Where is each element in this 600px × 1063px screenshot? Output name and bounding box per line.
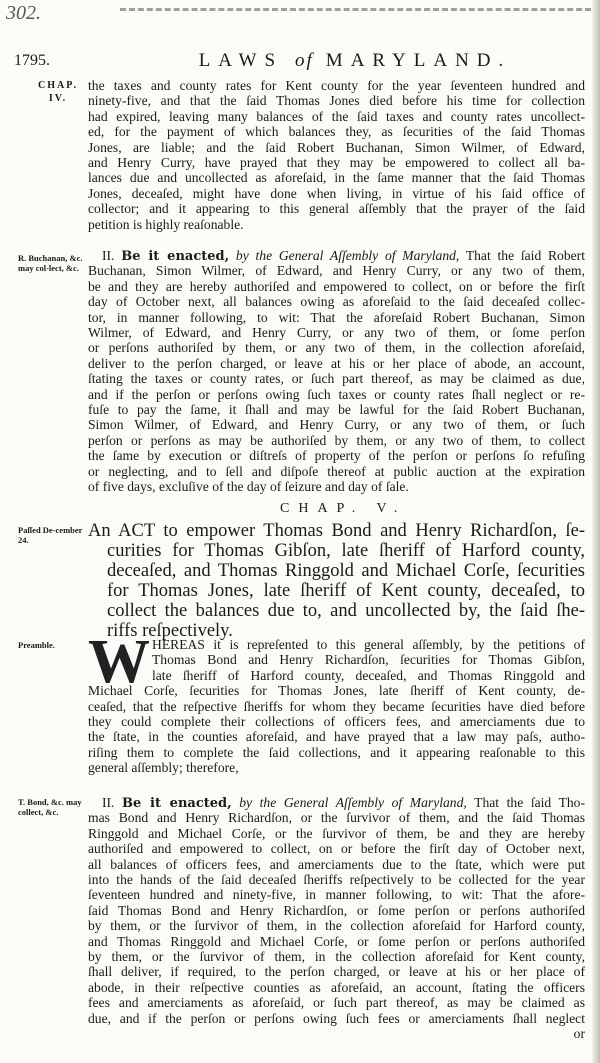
- text-line: Jones, deceaſed, might have done when living, in virtue of his ſaid office of: [88, 185, 585, 201]
- section-number: II.: [102, 248, 115, 263]
- text-line: had expired, leaving many balances of the ſaid taxes and county rates uncollect-: [88, 108, 585, 124]
- running-head: [160, 50, 550, 72]
- section-first-line-rest: That the ſaid Robert: [465, 248, 585, 263]
- text-line: lances due and uncollected as aforeſaid, in the ſame manner that the ſaid Thomas: [88, 170, 585, 186]
- text-line: Thomas Bond and Henry Richardſon, ſecurities for Thomas Gibſon,: [152, 652, 585, 668]
- enacting-authority: by the General Aſſembly of Maryland,: [239, 795, 467, 810]
- enacting-words: Be it enacted,: [122, 796, 232, 811]
- act-title-line: An ACT to empower Thomas Bond and Henry Richardſon, ſe-: [88, 521, 585, 541]
- text-line: into the hands of the ſaid deceaſed ſheriffs reſpectively to be collected for the year: [88, 872, 585, 887]
- enacting-authority: by the General Aſſembly of Maryland,: [235, 248, 460, 263]
- running-head-maryland: MARYLAND.: [325, 50, 512, 71]
- section-ii-first-line: [88, 248, 585, 263]
- chapter-label: CHAP.: [38, 80, 78, 91]
- margin-note-preamble: Preamble.: [18, 640, 55, 650]
- text-line: the ſtate, in the counties aforeſaid, and have prayed that a law may paſs, autho-: [88, 729, 585, 745]
- drop-cap-letter: W: [88, 628, 150, 696]
- text-line: the taxes and county rates for Kent county for the year ſeventeen hundred and: [88, 78, 585, 93]
- text-line: and Thomas Ringgold and Michael Corſe, or ſome perſon or perſons authoriſed: [88, 933, 585, 949]
- text-line: deliver to the perſon charged, or leave at his or her place of abode, an account,: [88, 355, 585, 371]
- text-line: petition is highly reaſonable.: [88, 216, 244, 232]
- act-title-line: collect the balances due to, and uncollected by, the ſaid ſhe-: [107, 601, 585, 621]
- text-line: be and they are hereby authoriſed and empowered to collect, on or before the firſt: [88, 278, 585, 294]
- text-line: ſtating the taxes or county rates, or ſuch part thereof, as may be claimed as due,: [88, 371, 585, 387]
- text-line: or perſons authoriſed by them, or any two of them, in the collection aforeſaid,: [88, 340, 585, 356]
- running-year: 1795.: [14, 52, 50, 69]
- text-line: HEREAS it is repreſented to this general aſſembly, by the petitions of: [152, 637, 585, 652]
- act-title-line: for Thomas Jones, late ſheriff of Kent county, deceaſed, to: [107, 581, 585, 601]
- text-line: general aſſembly; therefore,: [88, 760, 239, 776]
- handwritten-folio-number: 302.: [6, 2, 41, 24]
- enacting-words: Be it enacted,: [121, 249, 230, 264]
- text-line: late ſheriff of Harford county, deceaſed, and Thomas Ringgold and: [152, 667, 585, 683]
- text-line: fuſe to pay the ſame, it ſhall and may be lawful for the ſaid Robert Buchanan,: [88, 402, 585, 417]
- text-line: ſaid Thomas Bond and Henry Richardſon, or ſome perſon or perſons authoriſed: [88, 902, 585, 918]
- text-line: perſon or perſons as may be authoriſed by them, or any two of them, to collect: [88, 432, 585, 448]
- text-line: collector; and it appearing to this general aſſembly that the prayer of the ſaid: [88, 201, 585, 217]
- running-head-laws: LAWS: [198, 50, 284, 71]
- scan-border-marks: [120, 8, 600, 23]
- chapter-number: IV.: [48, 93, 68, 104]
- section-number: II.: [102, 795, 115, 810]
- text-line: by them, or the ſurvivor of them, in the collection aforeſaid for Harford county,: [88, 918, 585, 934]
- text-line: ſeventeen hundred and ninety-five, in manner following, to wit: That the afore-: [88, 887, 585, 903]
- text-line: tor, in manner following, to wit: That the aforeſaid Robert Buchanan, Simon: [88, 309, 585, 325]
- chapter-v-heading: CHAP. V.: [280, 501, 407, 516]
- text-line: by them, or the ſurvivor of them, in the collection aforeſaid for Kent county,: [88, 949, 585, 964]
- catchword: or: [573, 1026, 585, 1041]
- text-line: they could complete their collections of officers fees, and amerciaments due to: [88, 714, 585, 729]
- section-ii-first-line: [88, 795, 585, 810]
- text-line: day of October next, all balances owing as aforeſaid to the ſaid deceaſed collec-: [88, 294, 585, 310]
- text-line: Wilmer, of Edward, and Henry Curry, or any two of them, or ſome perſon: [88, 325, 585, 340]
- text-line: abode, in their reſpective counties as aforeſaid, an account, ſtating the officers: [88, 979, 585, 995]
- running-head-of: of: [295, 50, 314, 71]
- text-line: authoriſed and empowered to collect, on or before the firſt day of October next,: [88, 841, 585, 857]
- text-line: riſing them to complete the ſaid collections, and it appearing reaſonable to this: [88, 744, 585, 760]
- text-line: ninety-five, and that the ſaid Thomas Jones died before his time for collection: [88, 93, 585, 109]
- text-line: and Henry Curry, have prayed that they may be empowered to collect all ba-: [88, 155, 585, 170]
- text-line: and if the perſon or perſons owing ſuch taxes or county rates ſhall neglect or re-: [88, 386, 585, 402]
- margin-note-bond: T. Bond, &c. may collect, &c.: [18, 797, 82, 817]
- margin-note-passed: Paſſed De-cember 24.: [18, 525, 83, 545]
- text-line: Ringgold and Michael Corſe, or the ſurvivor of them, be and they are hereby: [88, 825, 585, 841]
- text-line: the ſame by execution or diſtreſs of property of the perſon or perſons ſo refuſing: [88, 448, 585, 464]
- text-line: all balances of officers fees, and amerciaments due to the ſtate, which were put: [88, 856, 585, 872]
- text-line: or neglecting, and to ſell and diſpoſe thereof at public auction at the expiration: [88, 463, 585, 479]
- act-title-line: riffs reſpectively.: [107, 621, 233, 641]
- chapter-iv-label: [28, 79, 88, 105]
- act-title-line: deceaſed, and Thomas Ringgold and Michael Corſe, ſecurities: [107, 561, 585, 581]
- text-line: Jones, are liable; and the ſaid Robert Buchanan, Simon Wilmer, of Edward,: [88, 139, 585, 155]
- text-line: ſhall deliver, if required, to the perſon charged, or leave at his or her place of: [88, 964, 585, 980]
- page-edge-shadow: [592, 0, 600, 1063]
- act-title-line: curities for Thomas Gibſon, late ſheriff of Harford county,: [107, 541, 585, 561]
- text-line: Simon Wilmer, of Edward, and Henry Curry, or any two of them, or ſuch: [88, 417, 585, 433]
- text-line: Michael Corſe, ſecurities for Thomas Jones, late ſheriff of Kent county, de-: [88, 683, 585, 699]
- text-line: due, and if the perſon or perſons owing ſuch fees or amerciaments ſhall neglect: [88, 1010, 585, 1026]
- text-line: ed, for the payment of which balances they, as ſecurities of the ſaid Thomas: [88, 124, 585, 140]
- section-first-line-rest: That the ſaid Tho-: [474, 795, 585, 810]
- text-line: of five days, excluſive of the day of ſeizure and day of ſale.: [88, 479, 409, 494]
- text-line: ceaſed, that the reſpective ſheriffs for whom they became ſecurities have died before: [88, 698, 585, 714]
- margin-note-buchanan: R. Buchanan, &c. may col-lect, &c.: [18, 253, 83, 273]
- text-line: fees and amerciaments as aforeſaid, or ſuch part thereof, as may be claimed as: [88, 995, 585, 1011]
- text-line: Buchanan, Simon Wilmer, of Edward, and Henry Curry, or any two of them,: [88, 263, 585, 279]
- text-line: mas Bond and Henry Richardſon, or the ſurvivor of them, and the ſaid Thomas: [88, 810, 585, 826]
